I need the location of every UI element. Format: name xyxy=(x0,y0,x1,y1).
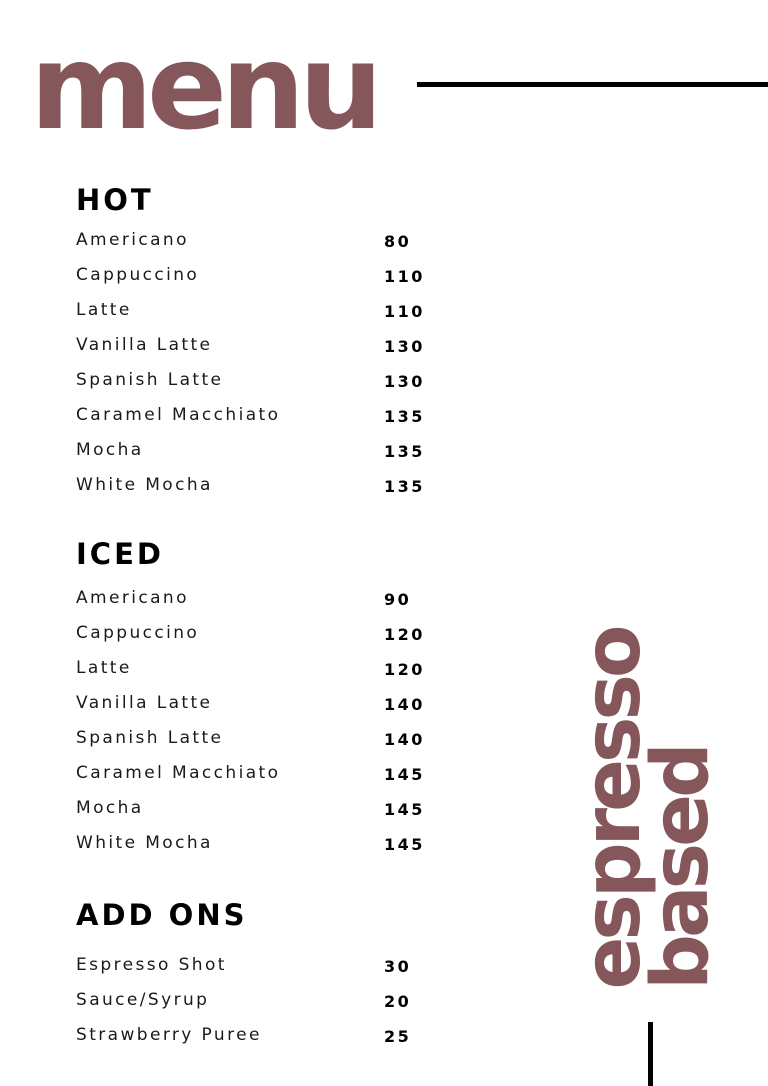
menu-item xyxy=(76,298,436,333)
menu-item xyxy=(76,263,436,298)
item-name: Caramel Macchiato xyxy=(76,405,281,425)
add-ons-section xyxy=(76,893,436,1058)
section-heading-add-ons: ADD ONS xyxy=(76,898,248,932)
menu-item xyxy=(76,796,436,831)
item-price: 140 xyxy=(384,730,425,749)
menu-item xyxy=(76,621,436,656)
menu-item xyxy=(76,656,436,691)
section-heading-iced: ICED xyxy=(76,537,164,571)
item-name: Vanilla Latte xyxy=(76,693,213,713)
item-name: Cappuccino xyxy=(76,623,200,643)
item-name: Americano xyxy=(76,588,189,608)
menu-item xyxy=(76,988,436,1023)
menu-item xyxy=(76,1023,436,1058)
item-name: Spanish Latte xyxy=(76,370,224,390)
item-name: Vanilla Latte xyxy=(76,335,213,355)
item-price: 130 xyxy=(384,337,425,356)
side-text-espresso: espresso xyxy=(568,628,658,990)
item-price: 145 xyxy=(384,765,425,784)
item-price: 135 xyxy=(384,477,425,496)
item-price: 130 xyxy=(384,372,425,391)
item-price: 120 xyxy=(384,660,425,679)
bottom-divider-line xyxy=(648,1022,653,1086)
item-name: Sauce/Syrup xyxy=(76,990,210,1010)
item-price: 30 xyxy=(384,957,412,976)
item-price: 90 xyxy=(384,590,412,609)
item-name: White Mocha xyxy=(76,833,213,853)
iced-section xyxy=(76,532,436,866)
menu-item xyxy=(76,953,436,988)
menu-item xyxy=(76,333,436,368)
item-price: 110 xyxy=(384,267,425,286)
item-name: Strawberry Puree xyxy=(76,1025,262,1045)
menu-item xyxy=(76,691,436,726)
menu-item xyxy=(76,368,436,403)
item-name: Espresso Shot xyxy=(76,955,227,975)
item-price: 110 xyxy=(384,302,425,321)
hot-section xyxy=(76,178,436,508)
item-price: 20 xyxy=(384,992,412,1011)
menu-item xyxy=(76,586,436,621)
item-price: 145 xyxy=(384,800,425,819)
item-name: White Mocha xyxy=(76,475,213,495)
item-name: Caramel Macchiato xyxy=(76,763,281,783)
item-name: Spanish Latte xyxy=(76,728,224,748)
item-name: Latte xyxy=(76,658,132,678)
menu-title: menu xyxy=(30,18,377,156)
item-name: Americano xyxy=(76,230,189,250)
item-name: Mocha xyxy=(76,798,144,818)
side-text-based: based xyxy=(636,746,726,990)
item-name: Cappuccino xyxy=(76,265,200,285)
item-price: 80 xyxy=(384,232,412,251)
item-price: 25 xyxy=(384,1027,412,1046)
menu-item xyxy=(76,403,436,438)
top-divider-line xyxy=(417,82,768,87)
menu-item xyxy=(76,761,436,796)
item-price: 140 xyxy=(384,695,425,714)
item-price: 135 xyxy=(384,442,425,461)
menu-item xyxy=(76,726,436,761)
menu-item xyxy=(76,228,436,263)
menu-item xyxy=(76,438,436,473)
item-price: 120 xyxy=(384,625,425,644)
item-price: 135 xyxy=(384,407,425,426)
item-name: Latte xyxy=(76,300,132,320)
item-name: Mocha xyxy=(76,440,144,460)
menu-item xyxy=(76,473,436,508)
menu-item xyxy=(76,831,436,866)
item-price: 145 xyxy=(384,835,425,854)
section-heading-hot: HOT xyxy=(76,183,154,217)
